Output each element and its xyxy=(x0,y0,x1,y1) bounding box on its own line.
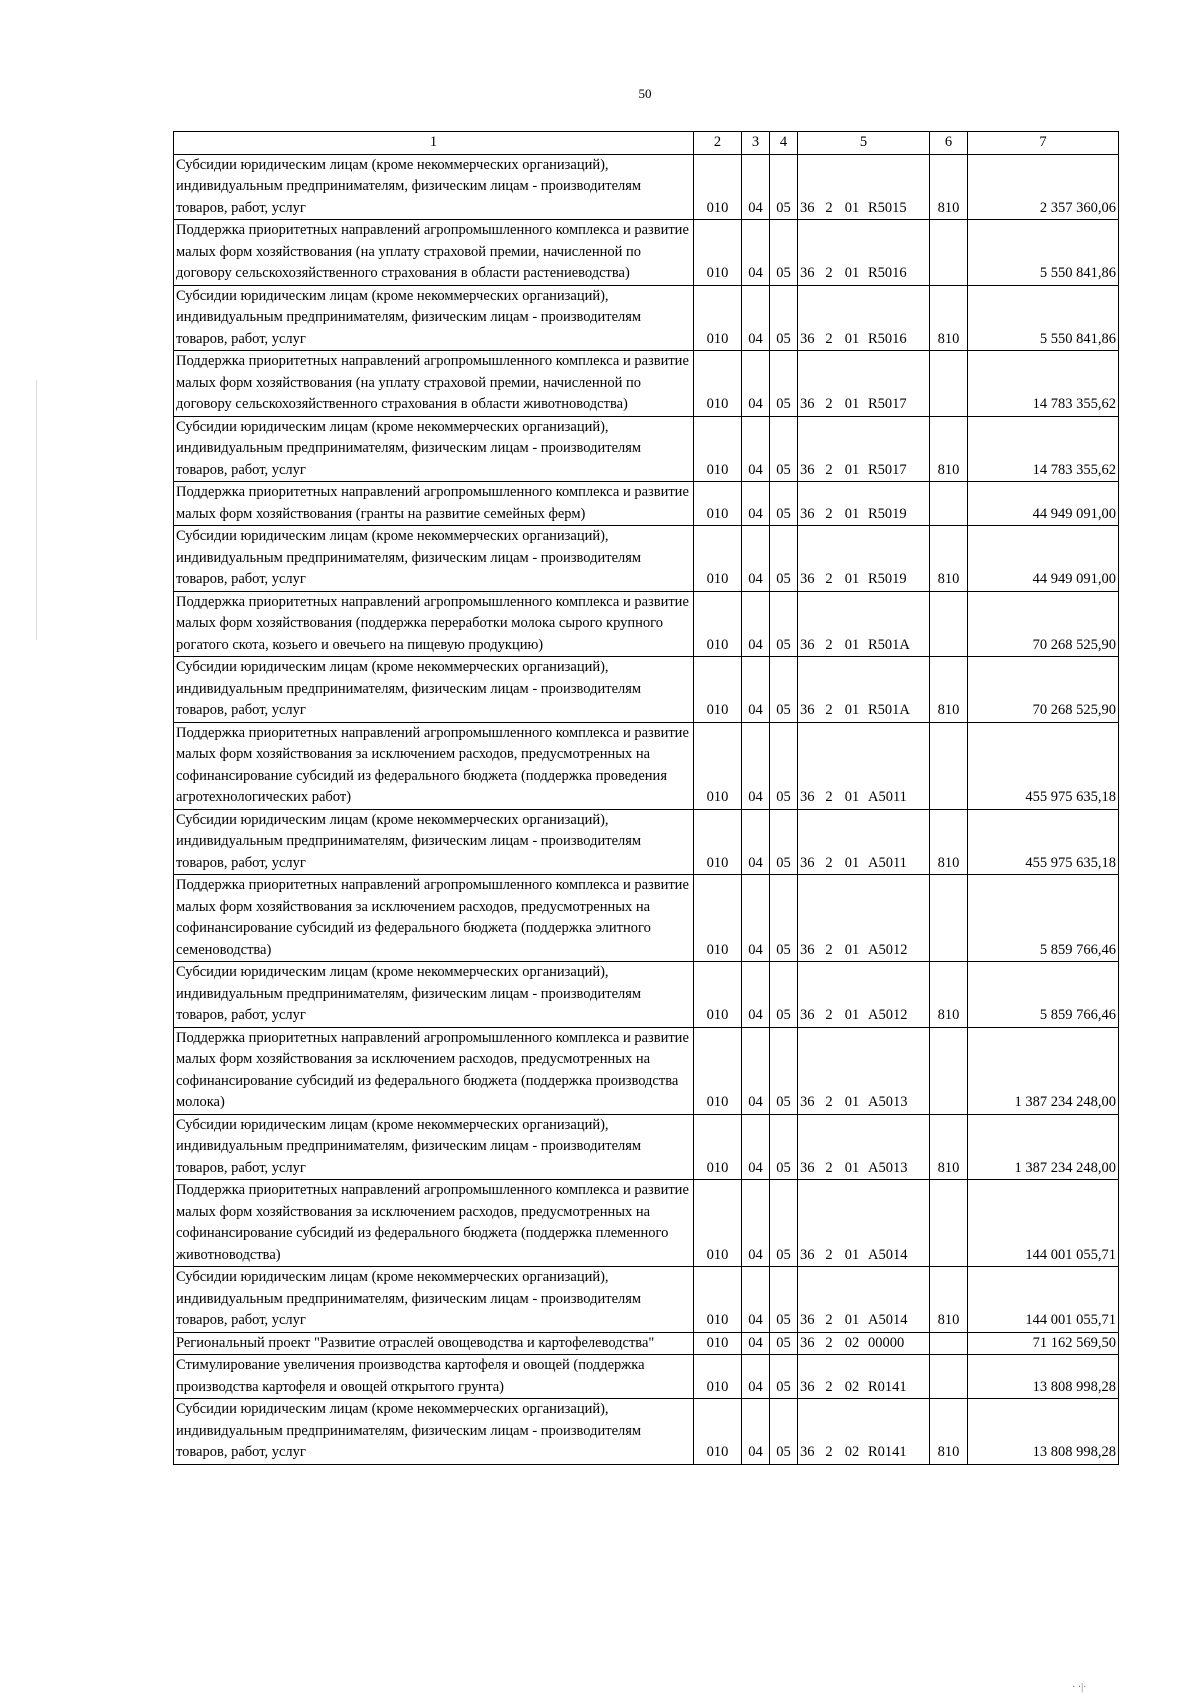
row-rz-code: 04 xyxy=(742,809,770,875)
row-amount: 2 357 360,06 xyxy=(968,154,1119,220)
row-rz-code: 04 xyxy=(742,875,770,962)
target-main: 01 xyxy=(844,330,860,347)
row-amount: 13 808 998,28 xyxy=(968,1399,1119,1465)
row-gr-code: 010 xyxy=(694,875,742,962)
row-gr-code: 010 xyxy=(694,220,742,286)
table-body xyxy=(174,132,1119,1465)
row-name: Субсидии юридическим лицам (кроме некоммерческих организаций), индивидуальным предпринимателям, физическим лицам - производителям товаров, работ, услуг xyxy=(174,1399,694,1465)
row-pr-code: 05 xyxy=(770,1114,798,1180)
row-rz-code: 04 xyxy=(742,526,770,592)
row-target-code xyxy=(798,416,930,482)
table-row xyxy=(174,351,1119,417)
target-program: 36 xyxy=(800,636,815,653)
row-rz-code: 04 xyxy=(742,1332,770,1355)
target-direction: R0141 xyxy=(868,1378,907,1395)
target-subprogram: 2 xyxy=(825,1334,833,1351)
row-rz-code: 04 xyxy=(742,657,770,723)
row-pr-code: 05 xyxy=(770,1027,798,1114)
table-row xyxy=(174,220,1119,286)
target-program: 36 xyxy=(800,265,815,281)
row-name: Поддержка приоритетных направлений агропромышленного комплекса и развитие малых форм хозяйствования за исключением расходов, предусмотренных на софинансирование субсидий из федерального бюджета (поддержка племенного животноводства) xyxy=(174,1180,694,1267)
target-subprogram: 2 xyxy=(825,505,833,522)
target-direction: R5017 xyxy=(868,461,907,478)
row-amount: 1 387 234 248,00 xyxy=(968,1027,1119,1114)
row-rz-code: 04 xyxy=(742,416,770,482)
row-pr-code: 05 xyxy=(770,1355,798,1399)
table-row xyxy=(174,416,1119,482)
target-main: 01 xyxy=(844,1246,860,1263)
row-pr-code: 05 xyxy=(770,482,798,526)
target-program: 36 xyxy=(800,702,815,718)
table-row xyxy=(174,591,1119,657)
row-target-code xyxy=(798,154,930,220)
table-row xyxy=(174,285,1119,351)
row-name: Поддержка приоритетных направлений агропромышленного комплекса и развитие малых форм хозяйствования (на уплату страховой премии, начисленной по договору сельскохозяйственного страхования в области животноводства) xyxy=(174,351,694,417)
row-gr-code: 010 xyxy=(694,482,742,526)
row-target-code xyxy=(798,962,930,1028)
row-rz-code: 04 xyxy=(742,1114,770,1180)
row-name: Субсидии юридическим лицам (кроме некоммерческих организаций), индивидуальным предпринимателям, физическим лицам - производителям товаров, работ, услуг xyxy=(174,154,694,220)
target-direction: A5011 xyxy=(868,789,907,805)
scan-edge-mark xyxy=(36,380,37,640)
row-amount: 14 783 355,62 xyxy=(968,351,1119,417)
target-subprogram: 2 xyxy=(825,1378,833,1395)
table-row xyxy=(174,482,1119,526)
target-main: 01 xyxy=(844,789,860,805)
target-subprogram: 2 xyxy=(825,265,833,281)
target-main: 01 xyxy=(844,571,860,587)
row-target-code xyxy=(798,220,930,286)
target-program: 36 xyxy=(800,1007,815,1023)
header-cell: 1 xyxy=(174,132,694,155)
row-target-code xyxy=(798,1355,930,1399)
row-amount: 13 808 998,28 xyxy=(968,1355,1119,1399)
target-subprogram: 2 xyxy=(825,1094,833,1110)
row-target-code xyxy=(798,1399,930,1465)
row-gr-code: 010 xyxy=(694,1027,742,1114)
row-amount: 70 268 525,90 xyxy=(968,591,1119,657)
row-gr-code: 010 xyxy=(694,154,742,220)
target-program: 36 xyxy=(800,789,815,805)
target-program: 36 xyxy=(800,199,815,216)
row-pr-code: 05 xyxy=(770,962,798,1028)
target-direction: R5016 xyxy=(868,265,907,281)
row-amount: 70 268 525,90 xyxy=(968,657,1119,723)
row-gr-code: 010 xyxy=(694,1180,742,1267)
row-name: Субсидии юридическим лицам (кроме некоммерческих организаций), индивидуальным предпринимателям, физическим лицам - производителям товаров, работ, услуг xyxy=(174,809,694,875)
target-subprogram: 2 xyxy=(825,1159,833,1176)
target-subprogram: 2 xyxy=(825,1246,833,1263)
target-main: 01 xyxy=(844,1312,860,1328)
row-amount: 144 001 055,71 xyxy=(968,1267,1119,1333)
row-gr-code: 010 xyxy=(694,1399,742,1465)
row-amount: 5 859 766,46 xyxy=(968,962,1119,1028)
target-direction: A5011 xyxy=(868,854,907,871)
row-gr-code: 010 xyxy=(694,416,742,482)
row-rz-code: 04 xyxy=(742,482,770,526)
row-vr-code: 810 xyxy=(930,285,968,351)
target-subprogram: 2 xyxy=(825,330,833,347)
row-name: Стимулирование увеличения производства картофеля и овощей (поддержка производства картофеля и овощей открытого грунта) xyxy=(174,1355,694,1399)
row-target-code xyxy=(798,809,930,875)
target-direction: A5014 xyxy=(868,1246,908,1263)
row-vr-code: 810 xyxy=(930,962,968,1028)
row-pr-code: 05 xyxy=(770,1399,798,1465)
target-direction: R5015 xyxy=(868,199,907,216)
row-rz-code: 04 xyxy=(742,962,770,1028)
row-pr-code: 05 xyxy=(770,220,798,286)
target-program: 36 xyxy=(800,330,815,347)
row-name: Поддержка приоритетных направлений агропромышленного комплекса и развитие малых форм хозяйствования (поддержка переработки молока сырого крупного рогатого скота, козьего и овечьего на пищевую продукцию) xyxy=(174,591,694,657)
row-target-code xyxy=(798,591,930,657)
row-amount: 5 550 841,86 xyxy=(968,220,1119,286)
target-main: 02 xyxy=(844,1444,860,1460)
row-vr-code: 810 xyxy=(930,809,968,875)
row-vr-code: 810 xyxy=(930,154,968,220)
row-amount: 14 783 355,62 xyxy=(968,416,1119,482)
header-cell: 5 xyxy=(798,132,930,155)
table-row xyxy=(174,962,1119,1028)
target-subprogram: 2 xyxy=(825,199,833,216)
target-program: 36 xyxy=(800,1444,815,1460)
row-amount: 44 949 091,00 xyxy=(968,482,1119,526)
row-amount: 455 975 635,18 xyxy=(968,809,1119,875)
row-name: Субсидии юридическим лицам (кроме некоммерческих организаций), индивидуальным предпринимателям, физическим лицам - производителям товаров, работ, услуг xyxy=(174,285,694,351)
row-pr-code: 05 xyxy=(770,1332,798,1355)
row-vr-code xyxy=(930,1355,968,1399)
row-pr-code: 05 xyxy=(770,154,798,220)
row-target-code xyxy=(798,722,930,809)
row-gr-code: 010 xyxy=(694,591,742,657)
target-direction: A5012 xyxy=(868,941,908,958)
target-main: 02 xyxy=(844,1334,860,1351)
table-row xyxy=(174,809,1119,875)
row-target-code xyxy=(798,482,930,526)
row-rz-code: 04 xyxy=(742,1399,770,1465)
row-vr-code xyxy=(930,722,968,809)
target-main: 01 xyxy=(844,265,860,281)
scan-corner-mark: · ·|· xyxy=(1072,1682,1087,1693)
row-pr-code: 05 xyxy=(770,1267,798,1333)
row-vr-code: 810 xyxy=(930,526,968,592)
target-direction: A5013 xyxy=(868,1094,908,1110)
row-vr-code xyxy=(930,351,968,417)
row-vr-code xyxy=(930,591,968,657)
row-rz-code: 04 xyxy=(742,154,770,220)
header-cell: 2 xyxy=(694,132,742,155)
table-row xyxy=(174,875,1119,962)
row-amount: 144 001 055,71 xyxy=(968,1180,1119,1267)
page-number: 50 xyxy=(638,86,652,101)
row-name: Субсидии юридическим лицам (кроме некоммерческих организаций), индивидуальным предпринимателям, физическим лицам - производителям товаров, работ, услуг xyxy=(174,416,694,482)
budget-table xyxy=(173,131,1119,1465)
row-rz-code: 04 xyxy=(742,591,770,657)
row-pr-code: 05 xyxy=(770,875,798,962)
target-direction: R501A xyxy=(868,702,910,718)
target-main: 01 xyxy=(844,199,860,216)
target-program: 36 xyxy=(800,854,815,871)
header-cell: 4 xyxy=(770,132,798,155)
target-direction: R501A xyxy=(868,636,910,653)
row-pr-code: 05 xyxy=(770,285,798,351)
target-main: 01 xyxy=(844,1094,860,1110)
row-name: Субсидии юридическим лицам (кроме некоммерческих организаций), индивидуальным предпринимателям, физическим лицам - производителям товаров, работ, услуг xyxy=(174,526,694,592)
row-pr-code: 05 xyxy=(770,809,798,875)
row-gr-code: 010 xyxy=(694,1355,742,1399)
target-program: 36 xyxy=(800,571,815,587)
table-row xyxy=(174,154,1119,220)
target-main: 01 xyxy=(844,505,860,522)
target-program: 36 xyxy=(800,396,815,412)
target-direction: A5013 xyxy=(868,1159,908,1176)
row-target-code xyxy=(798,875,930,962)
row-rz-code: 04 xyxy=(742,1180,770,1267)
row-target-code xyxy=(798,526,930,592)
row-gr-code: 010 xyxy=(694,657,742,723)
row-name: Поддержка приоритетных направлений агропромышленного комплекса и развитие малых форм хозяйствования за исключением расходов, предусмотренных на софинансирование субсидий из федерального бюджета (поддержка проведения агротехнологических работ) xyxy=(174,722,694,809)
target-program: 36 xyxy=(800,461,815,478)
target-subprogram: 2 xyxy=(825,1312,833,1328)
target-subprogram: 2 xyxy=(825,702,833,718)
table-row xyxy=(174,526,1119,592)
row-vr-code: 810 xyxy=(930,657,968,723)
row-rz-code: 04 xyxy=(742,722,770,809)
target-direction: R5019 xyxy=(868,571,907,587)
target-main: 01 xyxy=(844,702,860,718)
header-cell: 3 xyxy=(742,132,770,155)
row-vr-code xyxy=(930,1332,968,1355)
row-target-code xyxy=(798,1114,930,1180)
row-rz-code: 04 xyxy=(742,1355,770,1399)
row-target-code xyxy=(798,1027,930,1114)
row-vr-code xyxy=(930,875,968,962)
row-amount: 1 387 234 248,00 xyxy=(968,1114,1119,1180)
target-main: 01 xyxy=(844,1007,860,1023)
row-gr-code: 010 xyxy=(694,962,742,1028)
header-cell: 7 xyxy=(968,132,1119,155)
table-row xyxy=(174,1114,1119,1180)
row-name: Субсидии юридическим лицам (кроме некоммерческих организаций), индивидуальным предпринимателям, физическим лицам - производителям товаров, работ, услуг xyxy=(174,657,694,723)
row-vr-code xyxy=(930,1180,968,1267)
row-rz-code: 04 xyxy=(742,351,770,417)
target-subprogram: 2 xyxy=(825,1444,833,1460)
target-program: 36 xyxy=(800,1334,815,1351)
table-row xyxy=(174,657,1119,723)
target-direction: R5019 xyxy=(868,505,907,522)
row-name: Региональный проект "Развитие отраслей овощеводства и картофелеводства" xyxy=(174,1332,694,1355)
target-direction: 00000 xyxy=(868,1334,905,1351)
header-cell: 6 xyxy=(930,132,968,155)
row-vr-code: 810 xyxy=(930,1399,968,1465)
table-row xyxy=(174,1355,1119,1399)
target-subprogram: 2 xyxy=(825,1007,833,1023)
row-target-code xyxy=(798,285,930,351)
table-row xyxy=(174,722,1119,809)
row-vr-code xyxy=(930,482,968,526)
row-gr-code: 010 xyxy=(694,1332,742,1355)
row-vr-code: 810 xyxy=(930,1267,968,1333)
row-amount: 44 949 091,00 xyxy=(968,526,1119,592)
target-direction: R0141 xyxy=(868,1444,907,1460)
target-subprogram: 2 xyxy=(825,461,833,478)
row-amount: 455 975 635,18 xyxy=(968,722,1119,809)
row-rz-code: 04 xyxy=(742,220,770,286)
target-program: 36 xyxy=(800,1378,815,1395)
target-subprogram: 2 xyxy=(825,789,833,805)
row-pr-code: 05 xyxy=(770,526,798,592)
target-program: 36 xyxy=(800,1094,815,1110)
target-main: 01 xyxy=(844,396,860,412)
target-subprogram: 2 xyxy=(825,571,833,587)
row-vr-code: 810 xyxy=(930,1114,968,1180)
table-row xyxy=(174,1399,1119,1465)
table-row xyxy=(174,1180,1119,1267)
row-name: Поддержка приоритетных направлений агропромышленного комплекса и развитие малых форм хозяйствования за исключением расходов, предусмотренных на софинансирование субсидий из федерального бюджета (поддержка элитного семеноводства) xyxy=(174,875,694,962)
target-main: 02 xyxy=(844,1378,860,1395)
row-vr-code xyxy=(930,220,968,286)
row-pr-code: 05 xyxy=(770,351,798,417)
row-gr-code: 010 xyxy=(694,809,742,875)
row-rz-code: 04 xyxy=(742,1027,770,1114)
table-row xyxy=(174,1267,1119,1333)
row-gr-code: 010 xyxy=(694,1114,742,1180)
row-pr-code: 05 xyxy=(770,591,798,657)
target-main: 01 xyxy=(844,636,860,653)
target-program: 36 xyxy=(800,505,815,522)
target-subprogram: 2 xyxy=(825,941,833,958)
target-program: 36 xyxy=(800,1312,815,1328)
row-target-code xyxy=(798,351,930,417)
row-rz-code: 04 xyxy=(742,1267,770,1333)
row-pr-code: 05 xyxy=(770,722,798,809)
row-name: Поддержка приоритетных направлений агропромышленного комплекса и развитие малых форм хозяйствования за исключением расходов, предусмотренных на софинансирование субсидий из федерального бюджета (поддержка производства молока) xyxy=(174,1027,694,1114)
target-main: 01 xyxy=(844,941,860,958)
row-rz-code: 04 xyxy=(742,285,770,351)
row-target-code xyxy=(798,657,930,723)
table-row xyxy=(174,1332,1119,1355)
row-name: Субсидии юридическим лицам (кроме некоммерческих организаций), индивидуальным предпринимателям, физическим лицам - производителям товаров, работ, услуг xyxy=(174,1114,694,1180)
target-program: 36 xyxy=(800,1246,815,1263)
row-amount: 5 550 841,86 xyxy=(968,285,1119,351)
target-main: 01 xyxy=(844,461,860,478)
row-name: Субсидии юридическим лицам (кроме некоммерческих организаций), индивидуальным предпринимателям, физическим лицам - производителям товаров, работ, услуг xyxy=(174,1267,694,1333)
row-name: Поддержка приоритетных направлений агропромышленного комплекса и развитие малых форм хозяйствования (гранты на развитие семейных ферм) xyxy=(174,482,694,526)
row-pr-code: 05 xyxy=(770,657,798,723)
row-gr-code: 010 xyxy=(694,1267,742,1333)
target-program: 36 xyxy=(800,1159,815,1176)
row-pr-code: 05 xyxy=(770,416,798,482)
row-gr-code: 010 xyxy=(694,285,742,351)
row-target-code xyxy=(798,1267,930,1333)
row-gr-code: 010 xyxy=(694,351,742,417)
row-name: Поддержка приоритетных направлений агропромышленного комплекса и развитие малых форм хозяйствования (на уплату страховой премии, начисленной по договору сельскохозяйственного страхования в области растениеводства) xyxy=(174,220,694,286)
row-gr-code: 010 xyxy=(694,526,742,592)
target-subprogram: 2 xyxy=(825,854,833,871)
row-name: Субсидии юридическим лицам (кроме некоммерческих организаций), индивидуальным предпринимателям, физическим лицам - производителям товаров, работ, услуг xyxy=(174,962,694,1028)
target-subprogram: 2 xyxy=(825,636,833,653)
target-main: 01 xyxy=(844,854,860,871)
row-amount: 71 162 569,50 xyxy=(968,1332,1119,1355)
row-target-code xyxy=(798,1180,930,1267)
target-main: 01 xyxy=(844,1159,860,1176)
row-target-code xyxy=(798,1332,930,1355)
row-amount: 5 859 766,46 xyxy=(968,875,1119,962)
target-direction: R5017 xyxy=(868,396,907,412)
row-vr-code xyxy=(930,1027,968,1114)
row-vr-code: 810 xyxy=(930,416,968,482)
header-row xyxy=(174,132,1119,155)
target-direction: R5016 xyxy=(868,330,907,347)
target-program: 36 xyxy=(800,941,815,958)
target-direction: A5012 xyxy=(868,1007,908,1023)
table-row xyxy=(174,1027,1119,1114)
row-gr-code: 010 xyxy=(694,722,742,809)
target-subprogram: 2 xyxy=(825,396,833,412)
target-direction: A5014 xyxy=(868,1312,908,1328)
row-pr-code: 05 xyxy=(770,1180,798,1267)
